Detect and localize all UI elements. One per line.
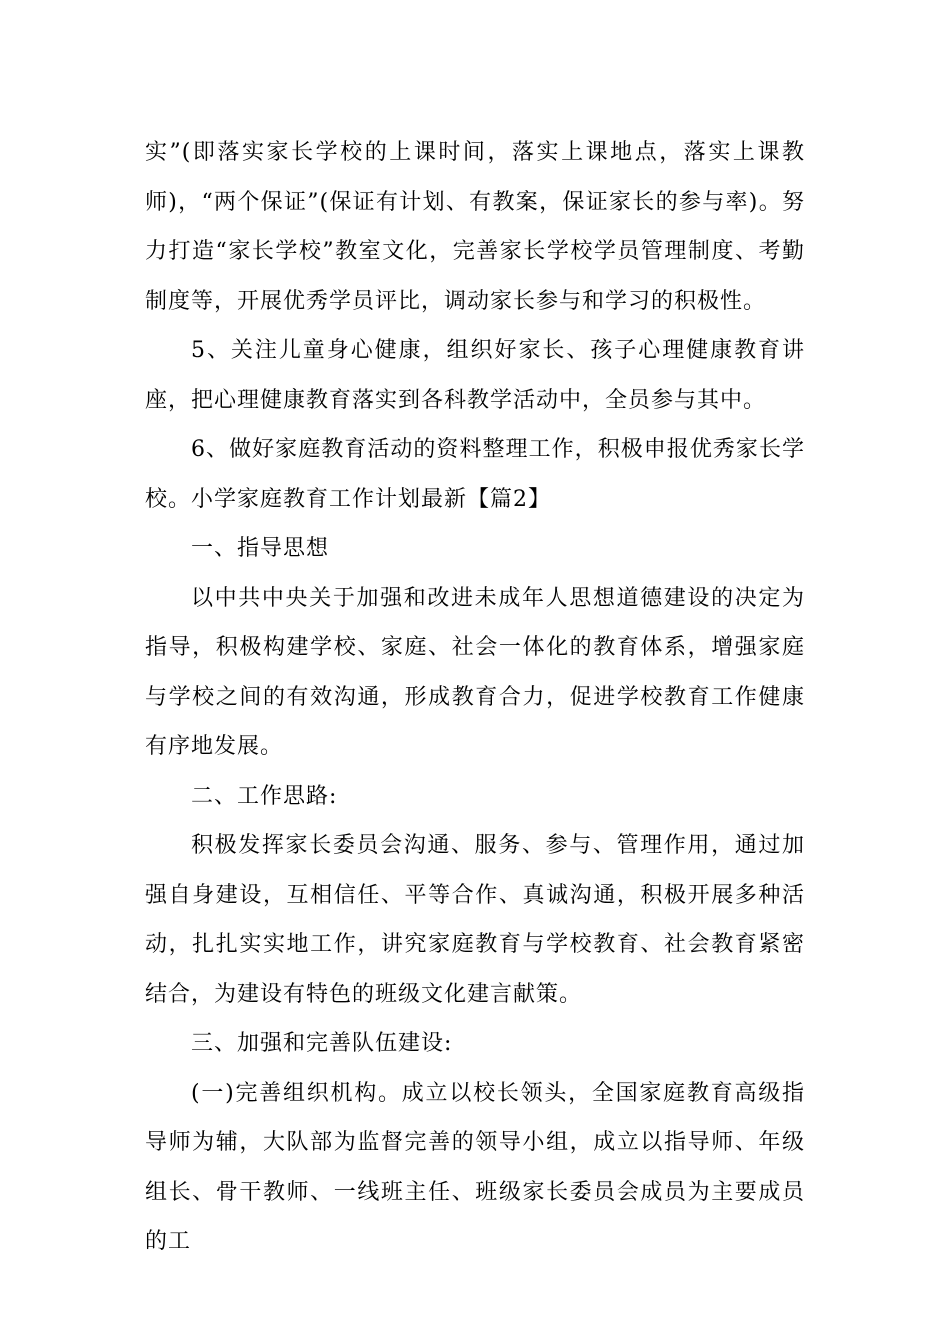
paragraph-4: 以中共中央关于加强和改进未成年人思想道德建设的决定为指导，积极构建学校、家庭、社会一体化的教育体系，增强家庭与学校之间的有效沟通，形成教育合力，促进学校教育工作健康有序地发展。: [145, 585, 805, 759]
paragraph-5: 积极发挥家长委员会沟通、服务、参与、管理作用，通过加强自身建设，互相信任、平等合作、真诚沟通，积极开展多种活动，扎扎实实地工作，讲究家庭教育与学校教育、社会教育紧密结合，为建设有特色的班级文化建言献策。: [145, 833, 805, 1007]
paragraph-3: 6、做好家庭教育活动的资料整理工作，积极申报优秀家长学校。小学家庭教育工作计划最新【篇2】: [145, 437, 805, 512]
paragraph-2: 5、关注儿童身心健康，组织好家长、孩子心理健康教育讲座，把心理健康教育落实到各科教学活动中，全员参与其中。: [145, 338, 805, 413]
section-heading-3: 三、加强和完善队伍建设:: [191, 1031, 453, 1056]
paragraph-1: 实”(即落实家长学校的上课时间，落实上课地点，落实上课教师)，“两个保证”(保证有计划、有教案，保证家长的参与率)。努力打造“家长学校”教室文化，完善家长学校学员管理制度、考勤制度等，开展优秀学员评比，调动家长参与和学习的积极性。: [145, 140, 805, 314]
section-heading-1: 一、指导思想: [191, 536, 330, 561]
paragraph-6: (一)完善组织机构。成立以校长领头，全国家庭教育高级指导师为辅，大队部为监督完善的领导小组，成立以指导师、年级组长、骨干教师、一线班主任、班级家长委员会成员为主要成员的工: [145, 1080, 805, 1254]
section-heading-2: 二、工作思路:: [191, 783, 338, 809]
document-body: [145, 128, 805, 1267]
